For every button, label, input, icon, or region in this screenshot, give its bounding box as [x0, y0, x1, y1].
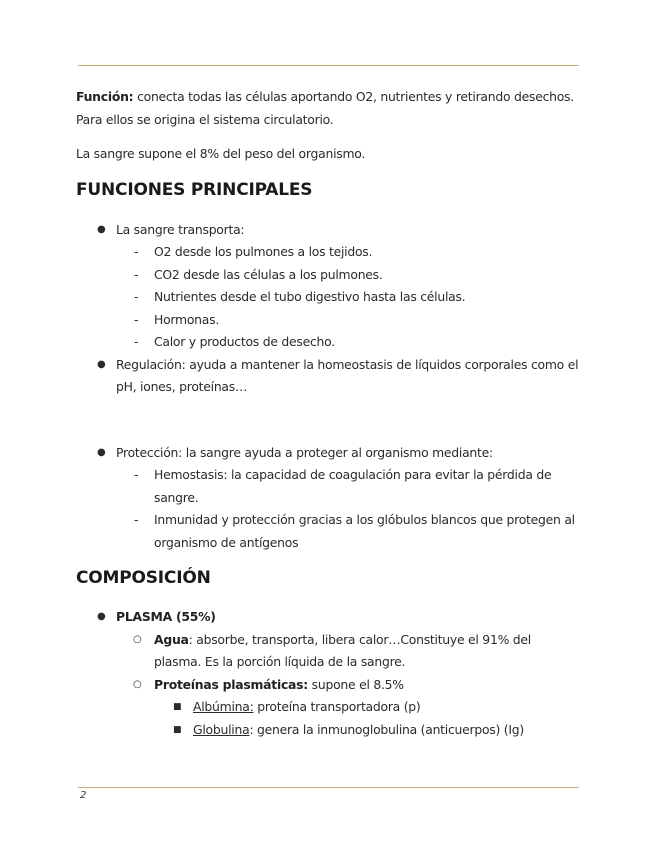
list-item: - CO2 desde las células a los pulmones. [76, 264, 581, 287]
list-item-agua: ○ Agua: absorbe, transporta, libera calor…Constituye el 91% del plasma. Es la porción líquida de la sangre. [76, 629, 581, 674]
composicion-heading: COMPOSICIÓN [76, 568, 211, 588]
dash-bullet-icon: - [134, 266, 139, 282]
dash-bullet-icon: - [134, 244, 139, 259]
bullet-dot-icon: ● [97, 223, 106, 235]
list-item: - Hormonas. [76, 309, 581, 332]
bullet-dot-icon: ● [97, 611, 106, 622]
list-item-transporta: ● La sangre transporta: [76, 219, 581, 242]
list-item-albumina: ■ Albúmina: proteína transportadora (p) [76, 696, 581, 719]
bullet-circle-icon: ○ [133, 678, 142, 690]
bullet-dot-icon: ● [97, 446, 106, 458]
funciones-heading: FUNCIONES PRINCIPALES [76, 179, 313, 200]
footer-rule [78, 787, 579, 788]
list-item: - Nutrientes desde el tubo digestivo hasta las células. [76, 286, 581, 309]
list-item: - Inmunidad y protección gracias a los glóbulos blancos que protegen al organismo de antígenos [76, 509, 581, 554]
header-rule [78, 65, 579, 66]
list-item-proteinas: ○ Proteínas plasmáticas: supone el 8.5% [76, 674, 581, 697]
list-item-regulacion: ● Regulación: ayuda a mantener la homeostasis de líquidos corporales como el pH, iones, proteínas… [76, 354, 581, 399]
dash-bullet-icon: - [134, 334, 139, 349]
bullet-dot-icon: ● [97, 358, 106, 370]
funcion-paragraph [76, 86, 581, 131]
page-content [76, 86, 581, 741]
dash-bullet-icon: - [134, 512, 139, 527]
dash-bullet-icon: - [134, 311, 139, 327]
funciones-list [76, 219, 581, 555]
list-item: - Calor y productos de desecho. [76, 331, 581, 354]
list-item-globulina: ■ Globulina: genera la inmunoglobulina (anticuerpos) (Ig) [76, 719, 581, 742]
peso-paragraph: La sangre supone el 8% del peso del organismo. [76, 146, 366, 161]
funcion-label: Función: [76, 89, 134, 104]
dash-bullet-icon: - [134, 467, 139, 482]
bullet-circle-icon: ○ [133, 633, 142, 645]
list-item-proteccion: ● Protección: la sangre ayuda a proteger al organismo mediante: [76, 442, 581, 465]
funcion-text: conecta todas las células aportando O2, nutrientes y retirando desechos. Para ellos se origina el sistema circulatorio. [76, 89, 574, 127]
bullet-square-icon: ■ [173, 702, 182, 712]
bullet-square-icon: ■ [173, 724, 182, 735]
list-item-plasma: ● PLASMA (55%) [76, 606, 581, 629]
page-number: 2 [80, 790, 87, 801]
list-item: - O2 desde los pulmones a los tejidos. [76, 241, 581, 264]
dash-bullet-icon: - [134, 289, 139, 304]
composicion-list [76, 606, 581, 741]
list-item: - Hemostasis: la capacidad de coagulación para evitar la pérdida de sangre. [76, 464, 581, 509]
